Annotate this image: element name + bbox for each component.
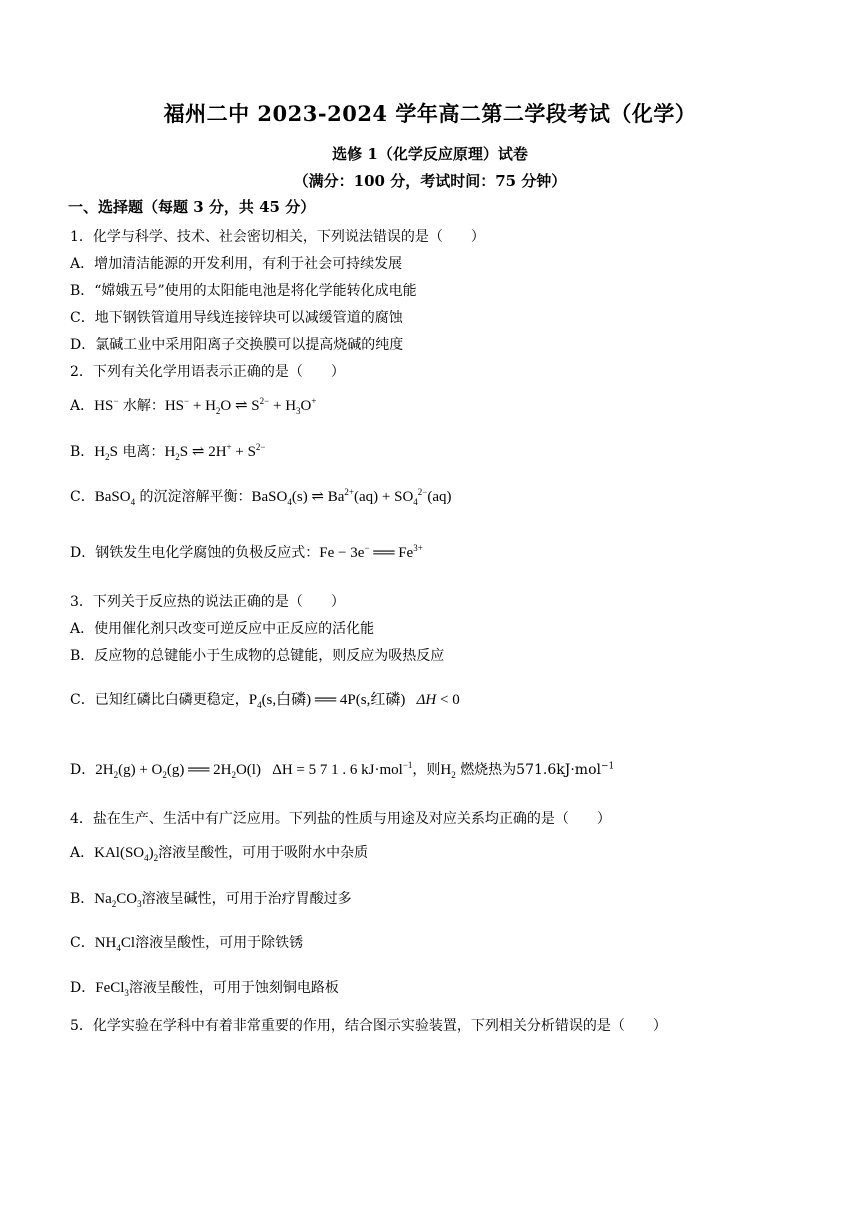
q2-option-a: A．HS− 水解：$HS^- + H_2O$ ⇌ $S^{2-} + H_3O^+$ bbox=[70, 396, 317, 416]
q2-stem: 2．下列有关化学用语表示正确的是（ ） bbox=[70, 364, 345, 380]
q3-option-d: D．$2H_2(g) + O_2(g)$ ══ $2H_2O(l) \Delta H = 5$ 7 1 . 6 kJ·mol$^{-1}$，则$H_2$ 燃烧热为571.6kJ·mol$^{-1}$ bbox=[70, 760, 615, 780]
exam-meta: （满分：100 分，考试时间：75 分钟） bbox=[293, 172, 567, 190]
q5-stem: 5．化学实验在学科中有着非常重要的作用，结合图示实验装置，下列相关分析错误的是（ ） bbox=[70, 1018, 667, 1034]
q1-option-c: C．地下钢铁管道用导线连接锌块可以减缓管道的腐蚀 bbox=[70, 310, 403, 326]
q3-option-c: C．已知红磷比白磷更稳定，$P_4(s$,白磷) ══ 4P(s,红磷) ΔH < 0 bbox=[70, 692, 460, 710]
section-heading: 一、选择题（每题 3 分，共 45 分） bbox=[68, 198, 316, 216]
q1-stem: 1．化学与科学、技术、社会密切相关，下列说法错误的是（ ） bbox=[70, 229, 485, 245]
q2-option-c: C．BaSO$_4$ 的沉淀溶解平衡：BaSO$_4$(s) ⇌ $Ba^{2+}(aq) + SO_4^{2-}(aq)$ bbox=[70, 487, 452, 507]
exam-title: 福州二中 2023-2024 学年高二第二学段考试（化学） bbox=[163, 101, 697, 126]
q3-stem: 3．下列关于反应热的说法正确的是（ ） bbox=[70, 594, 345, 610]
q1-option-d: D．氯碱工业中采用阳离子交换膜可以提高烧碱的纯度 bbox=[70, 337, 404, 353]
exam-subtitle: 选修 1（化学反应原理）试卷 bbox=[332, 145, 528, 163]
q2-option-b: B．$H_2S$ 电离：$H_2S$ ⇌ $2H^+ + S^{2-}$ bbox=[70, 442, 266, 462]
q3-option-a: A．使用催化剂只改变可逆反应中正反应的活化能 bbox=[70, 621, 375, 637]
q3-option-b: B．反应物的总键能小于生成物的总键能，则反应为吸热反应 bbox=[70, 648, 445, 664]
q1-option-b: B．“嫦娥五号”使用的太阳能电池是将化学能转化成电能 bbox=[70, 283, 417, 299]
q4-stem: 4．盐在生产、生活中有广泛应用。下列盐的性质与用途及对应关系均正确的是（ ） bbox=[70, 811, 611, 827]
q4-option-d: D．FeCl$_3$溶液呈酸性，可用于蚀刻铜电路板 bbox=[70, 980, 339, 998]
q2-option-d: D．钢铁发生电化学腐蚀的负极反应式：Fe − 3e− ══ $Fe^{3+}$ bbox=[70, 543, 423, 561]
q4-option-a: A．$KAl(SO_4)_2$溶液呈酸性，可用于吸附水中杂质 bbox=[70, 845, 369, 863]
q4-option-b: B．$Na_2CO_3$溶液呈碱性，可用于治疗胃酸过多 bbox=[70, 891, 352, 909]
q4-option-c: C．$NH_4Cl$溶液呈酸性，可用于除铁锈 bbox=[70, 935, 304, 953]
q1-option-a: A．增加清洁能源的开发利用，有利于社会可持续发展 bbox=[70, 256, 403, 272]
